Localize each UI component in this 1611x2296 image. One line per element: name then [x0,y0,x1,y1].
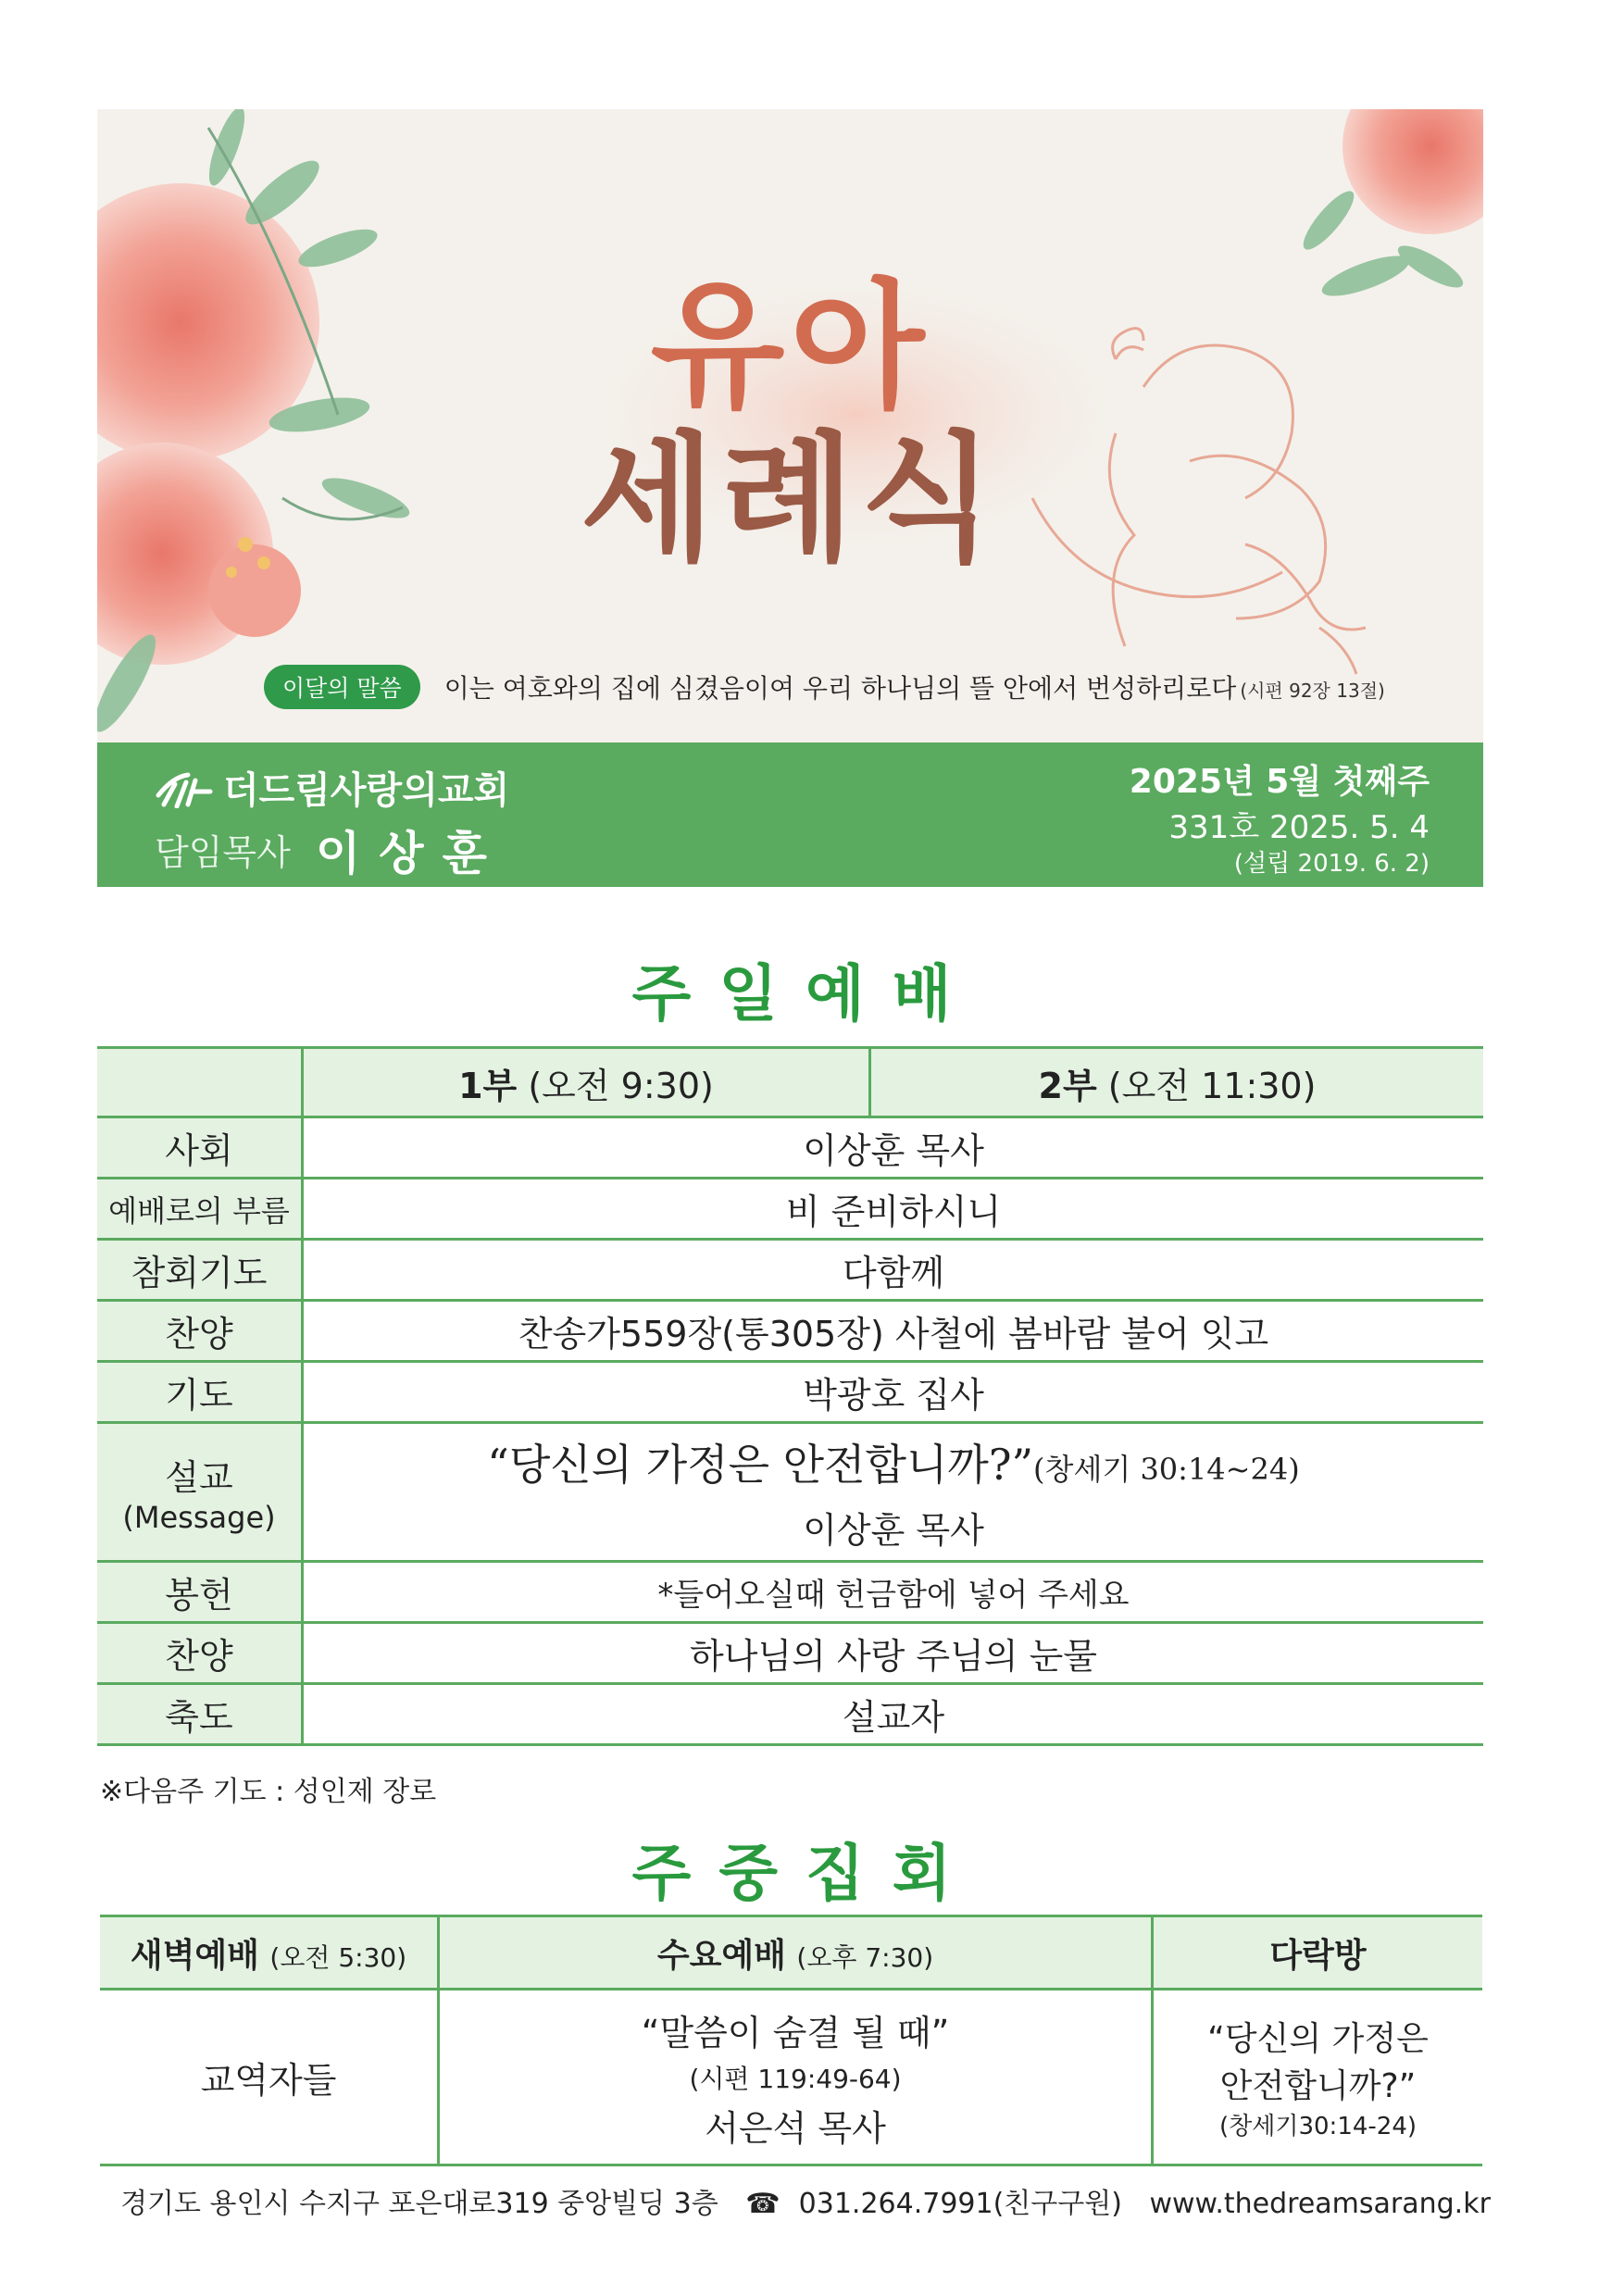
small-group-title-line2: 안전합니까?” [1219,2067,1417,2105]
website-link[interactable]: www.thedreamsarang.kr [1149,2188,1491,2220]
dawn-service-label: 새벽예배 [130,1936,259,1975]
service2-header [869,1048,1483,1117]
table-row [97,1179,1483,1240]
wednesday-sermon-title: “말씀이 숨결 될 때” [641,2012,950,2053]
wednesday-sermon-reference: (시편 119:49-64) [689,2063,902,2094]
row-value: 비 준비하시니 [303,1179,1484,1240]
service1-header [303,1048,870,1117]
issue-number: 331호 2025. 5. 4 [1168,809,1430,846]
row-label: 봉헌 [97,1562,303,1623]
issue-week: 2025년 5월 첫째주 [1129,763,1430,801]
row-label: 축도 [97,1684,303,1745]
row-value: 이상훈 목사 [303,1117,1484,1179]
row-label: 찬양 [97,1623,303,1684]
table-row [97,1623,1483,1684]
sermon-title: “당신의 가정은 안전합니까?” [487,1440,1034,1490]
small-group-cell [1153,1990,1483,2165]
wednesday-service-label: 수요예배 [656,1936,786,1975]
dawn-service-header [100,1916,439,1990]
verse-badge: 이달의 말씀 [264,665,420,709]
small-group-reference: (창세기30:14-24) [1218,2113,1417,2140]
pastor-name: 이상훈 [316,827,506,880]
banner [97,109,1483,742]
weekday-header-row [100,1916,1482,1990]
dawn-service-leader: 교역자들 [100,1990,439,2165]
sermon-row [97,1423,1483,1562]
row-label: 찬양 [97,1301,303,1362]
wednesday-service-header [439,1916,1153,1990]
table-row [97,1562,1483,1623]
row-value: *들어오실때 헌금함에 넣어 주세요 [303,1562,1484,1623]
monthly-verse [264,665,1385,709]
table-row [97,1240,1483,1301]
header-empty-cell [97,1048,303,1117]
table-row [97,1684,1483,1745]
sermon-label: 설교 [165,1457,233,1498]
sermon-label-cell [97,1423,303,1562]
row-value: 설교자 [303,1684,1484,1745]
row-label: 참회기도 [97,1240,303,1301]
founded-date: (설립 2019. 6. 2) [1233,850,1430,878]
service2-time: (오전 11:30) [1107,1065,1317,1106]
row-value: 찬송가559장(통305장) 사철에 봄바람 불어 잇고 [303,1301,1484,1362]
table-row [97,1117,1483,1179]
wednesday-preacher: 서은석 목사 [705,2107,886,2149]
table-row [97,1301,1483,1362]
banner-title-line2: 세례식 [581,419,1000,580]
footer [0,2180,1611,2221]
weekday-meetings-title: 주중집회 [631,1838,980,1909]
table-header-row [97,1048,1483,1117]
verse-reference: (시편 92장 13절) [1240,680,1385,702]
service1-label: 1부 [458,1065,518,1106]
small-group-label: 다락방 [1269,1936,1367,1975]
weekday-meetings-table [100,1915,1482,2166]
verse-body: 이는 여호와의 집에 심겼음이여 우리 하나님의 뜰 안에서 번성하리로다 [443,673,1237,704]
church-logo-icon [155,767,214,808]
row-value: 하나님의 사랑 주님의 눈물 [303,1623,1484,1684]
small-group-header [1153,1916,1483,1990]
weekday-content-row [100,1990,1482,2165]
sermon-cell [303,1423,1484,1562]
table-row [97,1362,1483,1423]
sunday-service-title: 주일예배 [631,958,980,1029]
row-label: 사회 [97,1117,303,1179]
wednesday-service-cell [439,1990,1153,2165]
row-label: 기도 [97,1362,303,1423]
row-value: 박광호 집사 [303,1362,1484,1423]
sermon-label-en: (Message) [122,1500,276,1535]
sermon-reference: (창세기 30:14~24) [1033,1452,1300,1487]
phone-number: 031.264.7991(친구구원) [798,2188,1122,2220]
church-name-text: 더드림사랑의교회 [223,769,510,812]
address: 경기도 용인시 수지구 포은대로319 중앙빌딩 3층 [120,2188,718,2220]
phone-icon: ☎ [745,2188,781,2220]
service1-time: (오전 9:30) [528,1065,714,1106]
pastor-label: 담임목사 [155,832,291,873]
sermon-preacher: 이상훈 목사 [803,1510,984,1551]
verse-text [444,668,1385,705]
small-group-title-line1: “당신의 가정은 [1207,2020,1429,2058]
church-header-bar [97,742,1483,887]
next-week-prayer-note: ※다음주 기도 : 성인제 장로 [100,1776,437,1808]
service2-label: 2부 [1038,1065,1097,1106]
dawn-service-time: (오전 5:30) [269,1941,407,1973]
row-value: 다함께 [303,1240,1484,1301]
wednesday-service-time: (오후 7:30) [796,1941,934,1973]
sunday-service-table [97,1046,1483,1746]
church-name [155,761,509,814]
banner-title-line1: 유아 [650,267,930,428]
row-label: 예배로의 부름 [97,1179,303,1240]
